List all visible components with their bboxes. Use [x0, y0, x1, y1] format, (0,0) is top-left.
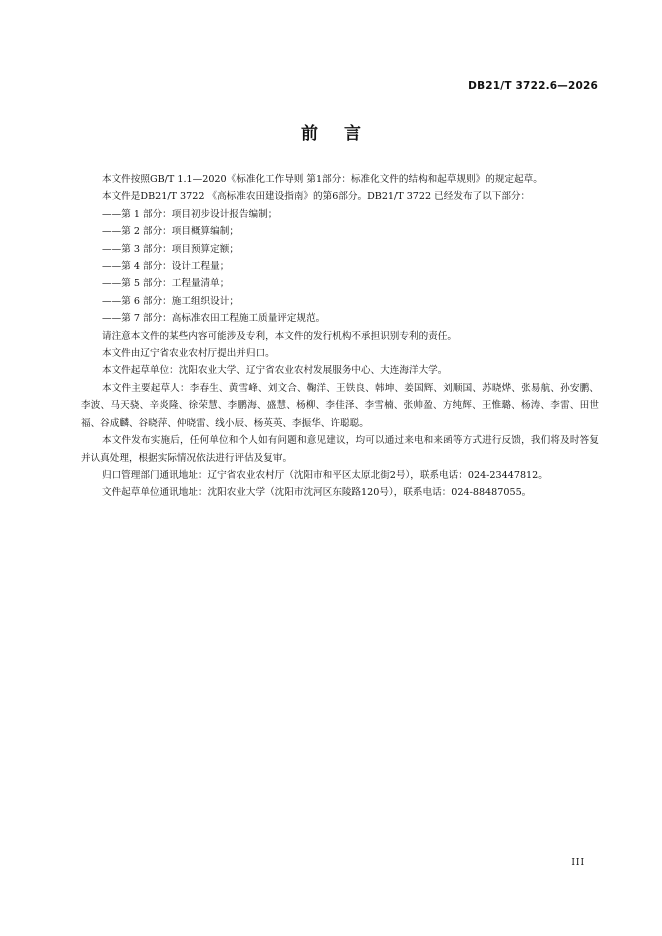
list-item: ——第 2 部分：项目概算编制；: [102, 226, 239, 238]
paragraph-authority-address: 归口管理部门通讯地址：辽宁省农业农村厅（沈阳市和平区太原北街2号），联系电话：024-23447812。: [102, 469, 548, 481]
list-item: ——第 4 部分：设计工程量；: [102, 261, 230, 273]
page-title: 前言: [301, 124, 387, 144]
paragraph-drafting-units: 本文件起草单位：沈阳农业大学、辽宁省农业农村发展服务中心、大连海洋大学。: [102, 365, 448, 377]
list-item: ——第 5 部分：工程量清单；: [102, 278, 230, 290]
paragraph-part-of-series: 本文件是DB21/T 3722 《高标准农田建设指南》的第6部分。DB21/T 3722 已经发布了以下部分：: [102, 191, 531, 203]
list-item: ——第 3 部分：项目预算定额；: [102, 243, 239, 255]
paragraph-drafter-address: 文件起草单位通讯地址：沈阳农业大学（沈阳市沈河区东陵路120号），联系电话：024-88487055。: [102, 487, 532, 499]
paragraph-proposer: 本文件由辽宁省农业农村厅提出并归口。: [102, 348, 275, 360]
list-item: ——第 7 部分：高标准农田工程施工质量评定规范。: [102, 313, 326, 325]
list-item: ——第 1 部分：项目初步设计报告编制；: [102, 208, 278, 220]
preface-body: [81, 171, 599, 502]
paragraph-patent-notice: 请注意本文件的某些内容可能涉及专利，本文件的发行机构不承担识别专利的责任。: [102, 330, 457, 342]
paragraph-feedback: 本文件发布实施后，任何单位和个人如有问题和意见建议，均可以通过来电和来函等方式进行反馈，我们将及时答复并认真处理，根据实际情况依法进行评估及复审。: [81, 435, 599, 464]
list-item: ——第 6 部分：施工组织设计；: [102, 295, 239, 307]
document-code: DB21/T 3722.6—2026: [468, 80, 598, 92]
parts-list: [81, 206, 599, 328]
page-number: III: [571, 858, 585, 868]
paragraph-drafters: 本文件主要起草人：李春生、黄雪峰、刘文合、鞠洋、王铁良、韩坤、姜国辉、刘顺国、苏晓烨、张易航、孙安鹏、李波、马天骁、辛炎隆、徐荣慧、李鹏海、盛慧、杨柳、李佳泽、李雪楠、张帅盈、方纯辉、王惟璐、杨涛、李雷、田世福、谷成麟、谷晓萍、仲晓雷、线小辰、杨英英、李振华、许聪聪。: [81, 382, 599, 429]
paragraph-drafting-rules: 本文件按照GB/T 1.1—2020《标准化工作导则 第1部分：标准化文件的结构和起草规则》的规定起草。: [102, 174, 543, 185]
